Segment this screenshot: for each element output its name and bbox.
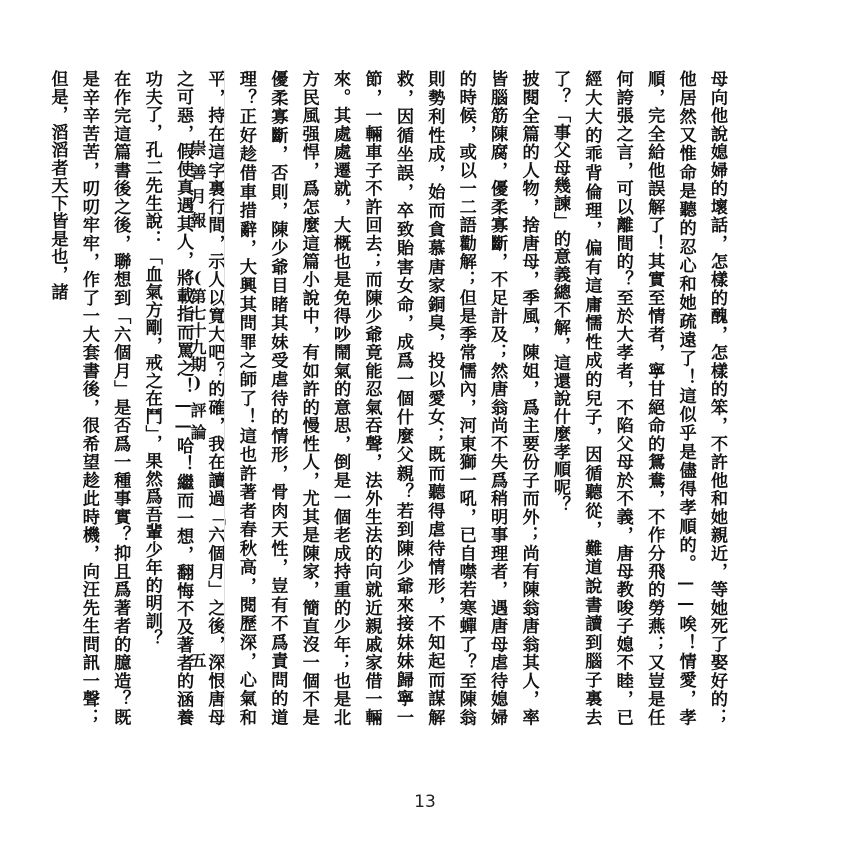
column-divider: [224, 70, 225, 720]
article-body: [47, 70, 732, 726]
paragraph-3: 在作完這篇書後之後，聯想到「六個月」是否爲一種事實？抑且爲著者的臆造？既是辛辛苦苦，叨叨牢牢，作了一大套書後，很希望趁此時機，向汪先生問訊一聲；但是，滔滔者天下皆是也，諸: [47, 70, 131, 726]
paragraph-1: 母向他說媳婦的壞話，怎樣的醜，怎樣的笨，不許他和她親近，等她死了娶好的；他居然又惟命是聽的忍心和她疏遠了！這似乎是儘得孝順的。——唉！情愛，孝順，完全給他誤解了！其實至情者，寧甘絕命的鴛鴦，不作分飛的勞燕；又豈是任何誇張之言，可以離間的？至於大孝者，不陷父母於不義，唐母教唆子媳不睦，已經大大的乖背倫理，偏有這庸懦性成的兒子，因循聽從，難道說書讀到腦子裏去了？「事父母幾諫」的意義總不解，這還說什麼孝順呢？: [549, 70, 727, 726]
paragraph-2: 披閱全篇的人物，捨唐母，季風，陳姐，爲主要份子而外；尚有陳翁唐翁其人，率皆腦筋陳腐，優柔寡斷，不足計及；然唐翁尚不失爲稍明事理者，遇唐母虐待媳婦的時候，或以一二語勸解；但是季常懦內，河東獅一吼，已自噤若寒蟬了？至陳翁則勢利性成，始而貪慕唐家銅臭，投以愛女；既而聽得虐待情形，不知起而謀解救，因循坐誤，卒致貽害女命，成爲一個什麼父親？若到陳少爺來接妹妹歸寧一節，一輛車子不許回去；而陳少爺竟能忍氣吞聲，法外生法的向就近親戚家借一輛來。其處處遷就，大概也是免得吵鬧氣的意思，倒是一個老成持重的少年；也是北方民風强悍，爲怎麼這篇小說中，有如許的慢性人，尤其是陳家，簡直沒一個不是優柔寡斷，否則，陳少爺目睹其妹受虐待的情形，骨肉天性，豈有不爲責問的道理？正好趁借車措辭，大興其問罪之師了！這也許著者春秋高，閱歷深，心氣和平，持在這字裏行間，示人以寬大吧？的確，我在讀過「六個月」之後，深恨唐母之可惡，假使真遇其人，將載指而罵之！——哈！繼而一想，翻悔不及著者的涵養功夫了，孔二先生說：「血氣方剛，戒之在鬥」，果然爲吾輩少年的明訓？: [141, 70, 539, 726]
running-header: [186, 140, 216, 700]
issue-number: (第七十九期): [188, 268, 207, 393]
page-number: 13: [414, 792, 436, 812]
folio-number: 五: [188, 652, 207, 670]
section-name: 評論: [188, 402, 207, 446]
journal-title: 崇善月報: [188, 140, 207, 236]
